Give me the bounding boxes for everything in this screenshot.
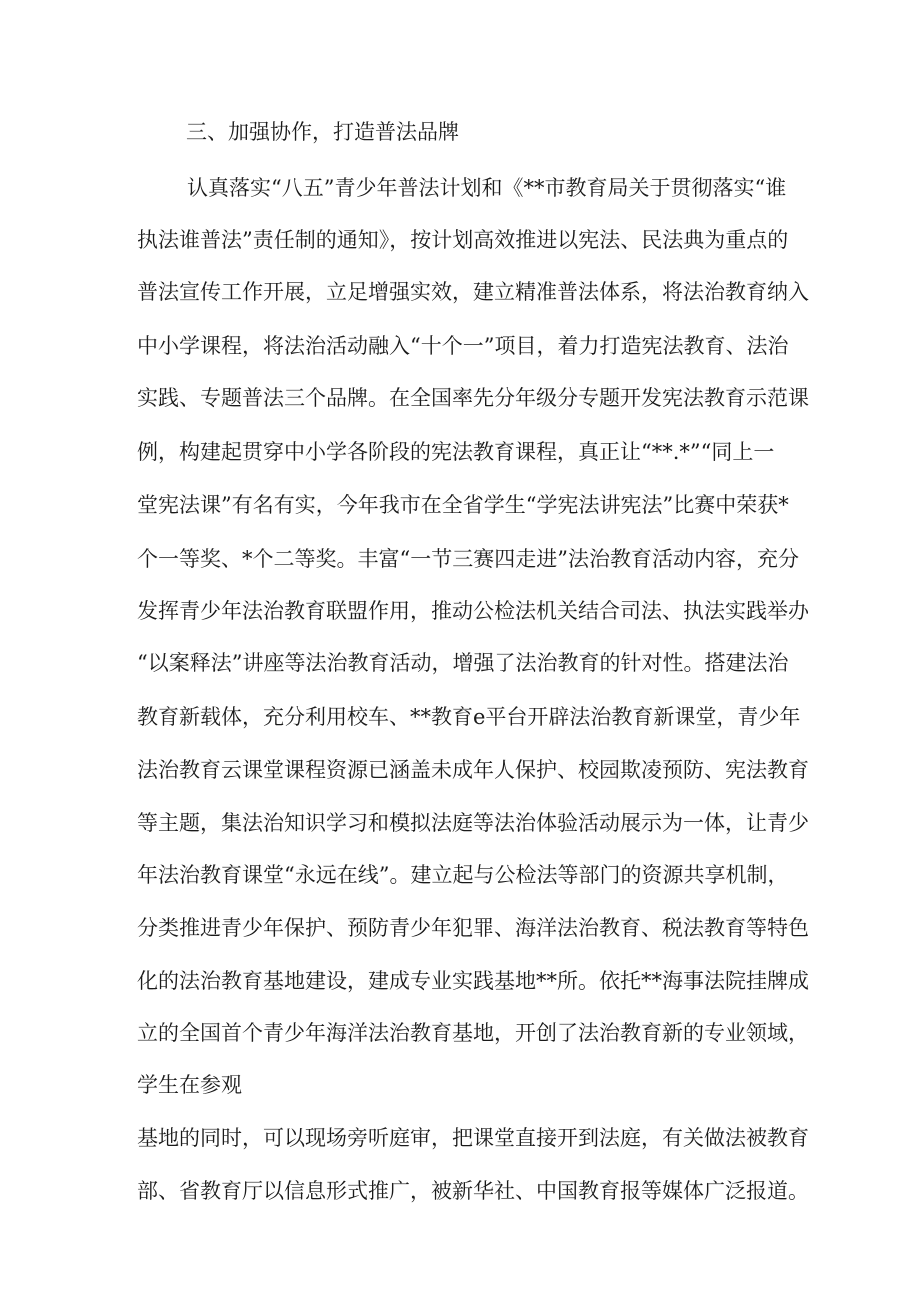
paragraph-line: 堂宪法课”有名有实，今年我市在全省学生“学宪法讲宪法”比赛中荣获* — [137, 493, 789, 517]
paragraph-line: 执法谁普法”责任制的通知》，按计划高效推进以宪法、民法典为重点的 — [137, 228, 789, 252]
paragraph-line: 基地的同时，可以现场旁听庭审，把课堂直接开到法庭，有关做法被教育 — [137, 1126, 809, 1150]
paragraph-line: “以案释法”讲座等法治教育活动，增强了法治教育的针对性。搭建法治 — [137, 651, 789, 675]
paragraph-line: 分类推进青少年保护、预防青少年犯罪、海洋法治教育、税法教育等特色 — [137, 916, 809, 940]
paragraph-line: 化的法治教育基地建设，建成专业实践基地**所。依托**海事法院挂牌成 — [137, 969, 809, 993]
paragraph-line: 学生在参观 — [137, 1073, 242, 1097]
paragraph-line: 例，构建起贯穿中小学各阶段的宪法教育课程，真正让“**.*”“同上一 — [137, 440, 775, 464]
paragraph-line: 等主题，集法治知识学习和模拟法庭等法治体验活动展示为一体，让青少 — [137, 811, 809, 835]
paragraph-line: 部、省教育厅以信息形式推广，被新华社、中国教育报等媒体广泛报道。 — [137, 1179, 809, 1203]
paragraph-line: 普法宣传工作开展，立足增强实效，建立精准普法体系，将法治教育纳入 — [137, 280, 809, 304]
paragraph-line: 法治教育云课堂课程资源已涵盖未成年人保护、校园欺凌预防、宪法教育 — [137, 758, 809, 782]
paragraph-line: 年法治教育课堂“永远在线”。建立起与公检法等部门的资源共享机制， — [137, 863, 789, 887]
paragraph-line: 发挥青少年法治教育联盟作用，推动公检法机关结合司法、执法实践举办 — [137, 599, 809, 623]
paragraph-line: 个一等奖、*个二等奖。丰富“一节三赛四走进”法治教育活动内容，充分 — [137, 547, 799, 571]
paragraph-line: 立的全国首个青少年海洋法治教育基地，开创了法治教育新的专业领域， — [137, 1021, 809, 1045]
paragraph-line: 教育新载体，充分利用校车、**教育e平台开辟法治教育新课堂，青少年 — [137, 705, 801, 729]
paragraph-line: 认真落实“八五”青少年普法计划和《**市教育局关于贯彻落实“谁 — [187, 176, 787, 200]
section-heading: 三、加强协作，打造普法品牌 — [186, 120, 459, 144]
paragraph-line: 中小学课程，将法治活动融入“十个一”项目，着力打造宪法教育、法治 — [137, 334, 789, 358]
paragraph-line: 实践、专题普法三个品牌。在全国率先分年级分专题开发宪法教育示范课 — [137, 386, 809, 410]
